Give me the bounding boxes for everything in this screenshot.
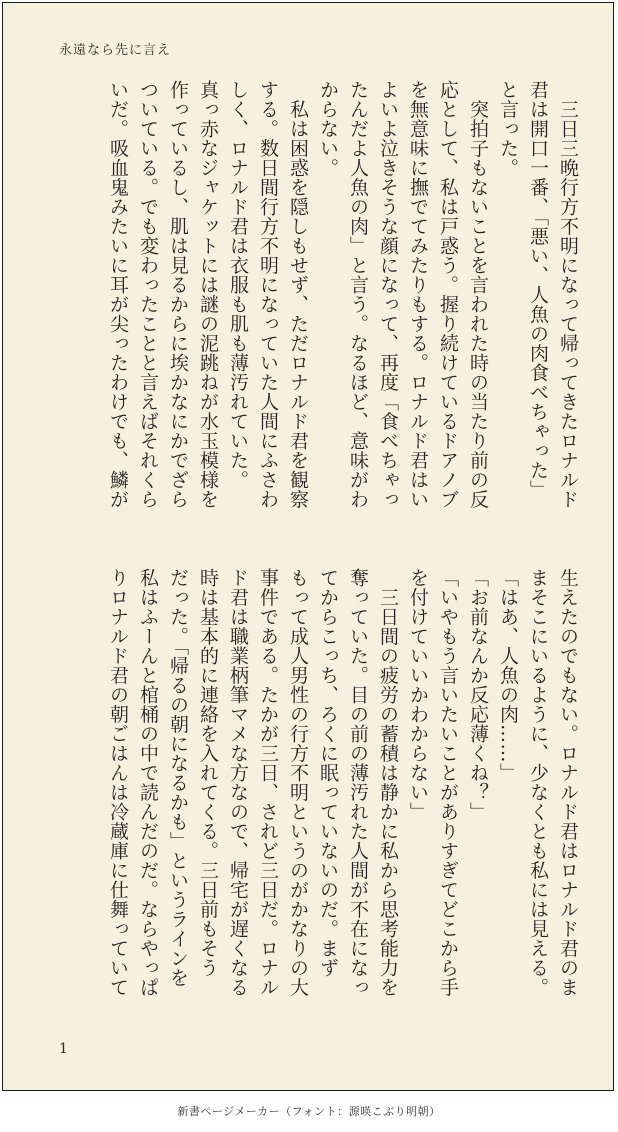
text-line: 私は困惑を隠しもせず、ただロナルド君を観察 — [287, 80, 309, 509]
text-line: たんだよ人魚の肉」と言う。なるほど、意味がわ — [347, 80, 369, 509]
text-line: てからこっち、ろくに眠っていないのだ。まず — [317, 568, 339, 978]
running-title: 永遠なら先に言え — [59, 43, 172, 58]
page-number: 1 — [59, 1041, 68, 1057]
upper-text-block — [58, 80, 581, 530]
text-line: りロナルド君の朝ごはんは冷蔵庫に仕舞っていて — [107, 568, 129, 997]
text-line: と言った。 — [497, 80, 519, 178]
text-line: 君は開口一番、「悪い、人魚の肉食べちゃった」 — [527, 80, 549, 500]
text-line: ついている。でも変わったことと言えばそれくら — [137, 80, 159, 509]
text-line: 事件である。たかが三日、されど三日だ。ロナル — [257, 568, 279, 997]
text-line: ド君は職業柄筆マメな方なので、帰宅が遅くなる — [227, 568, 249, 997]
text-line: いだ。吸血鬼みたいに耳が尖ったわけでも、鱗が — [107, 80, 129, 509]
text-line: だった。「帰るの朝になるかも」というラインを — [167, 568, 189, 988]
text-line: 時は基本的に連絡を入れてくる。三日前もそう — [197, 568, 219, 978]
text-line: しく、ロナルド君は衣服も肌も薄汚れていた。 — [227, 80, 249, 490]
text-line: 「はあ、人魚の肉……」 — [497, 568, 519, 783]
text-line: 私はふーんと棺桶の中で読んだのだ。ならやっぱ — [137, 568, 159, 997]
text-line: 突拍子もないことを言われた時の当たり前の反 — [467, 80, 489, 509]
generator-credit: 新書ページメーカー（フォント：源暎こぶり明朝） — [177, 1105, 441, 1118]
text-line: 三日三晩行方不明になって帰ってきたロナルド — [557, 80, 579, 509]
lower-text-block — [58, 568, 581, 1018]
text-line: からない。 — [317, 80, 339, 178]
text-line: 真っ赤なジャケットには謎の泥跳ねが水玉模様を — [197, 80, 219, 509]
text-line: 応として、私は戸惑う。握り続けているドアノブ — [437, 80, 459, 509]
text-line: 生えたのでもない。ロナルド君はロナルド君のま — [557, 568, 579, 997]
text-line: 奪っていた。目の前の薄汚れた人間が不在になっ — [347, 568, 369, 997]
book-page — [2, 2, 614, 1091]
text-line: 「お前なんか反応薄くね？」 — [467, 568, 489, 822]
text-line: 「いやもう言いたいことがありすぎてどこから手 — [437, 568, 459, 997]
text-line: 三日間の疲労の蓄積は静かに私から思考能力を — [377, 568, 399, 997]
text-line: 作っているし、肌は見るからに埃かなにかでざら — [167, 80, 189, 509]
text-line: を付けていいかわからない」 — [407, 568, 429, 822]
text-line: を無意味に撫でてみたりもする。ロナルド君はい — [407, 80, 429, 509]
text-line: よいよ泣きそうな顔になって、再度「食べちゃっ — [377, 80, 399, 509]
text-line: まそこにいるように、少なくとも私には見える。 — [527, 568, 549, 997]
text-line: する。数日間行方不明になっていた人間にふさわ — [257, 80, 279, 509]
text-line: もって成人男性の行方不明というのがかなりの大 — [287, 568, 309, 997]
